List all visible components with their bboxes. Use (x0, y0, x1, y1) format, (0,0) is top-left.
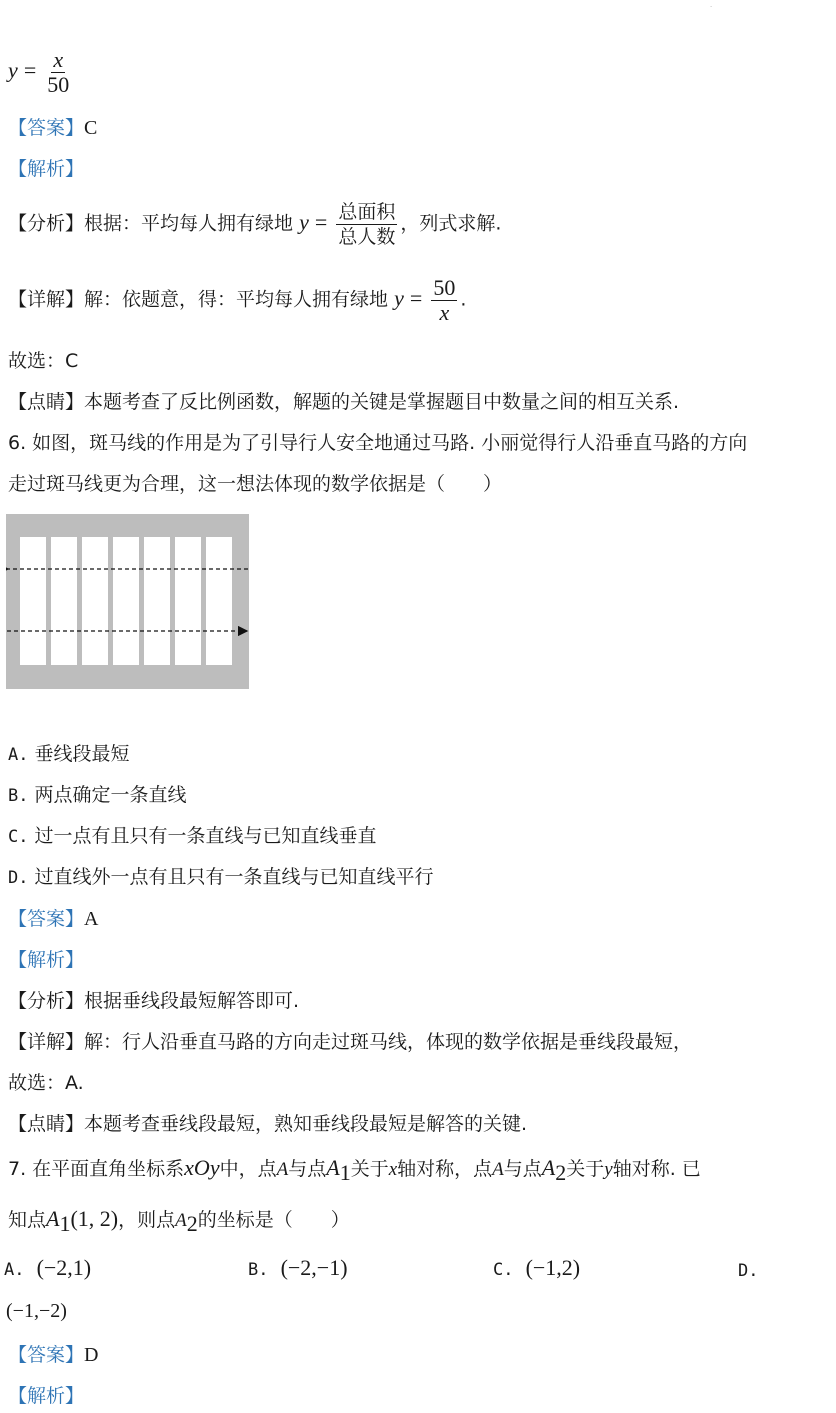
option-text: 过一点有且只有一条直线与已知直线垂直 (34, 825, 377, 847)
q5-guxuan: 故选：C (8, 350, 79, 372)
q5-answer (8, 116, 97, 140)
q6-dianjing (8, 1112, 527, 1136)
q6-option-c (8, 824, 377, 849)
answer-tag: 【答案】 (8, 117, 85, 139)
y-axis-symbol: y (604, 1159, 613, 1180)
zebra-crossing-figure (6, 514, 249, 689)
q6-option-b (8, 783, 187, 808)
q7-text: 轴对称. 已 (612, 1158, 701, 1180)
option-label: A. (4, 1260, 25, 1280)
subscript-2: 2 (186, 1210, 198, 1236)
option-text: (−2,1) (36, 1255, 92, 1280)
formula-fraction (45, 48, 71, 97)
q6-fenxi (8, 989, 299, 1013)
xiangjie-fraction (431, 276, 457, 325)
xiangjie-tag: 【详解】 (8, 1031, 85, 1053)
option-text: (−1,2) (525, 1255, 581, 1280)
q7-answer (8, 1343, 98, 1367)
xiangjie-numerator: 50 (433, 275, 456, 300)
q7-text: 关于 (350, 1158, 389, 1180)
answer-tag: 【答案】 (8, 1344, 85, 1366)
q6-guxuan: 故选：A. (8, 1072, 84, 1094)
subscript-1: 1 (59, 1210, 71, 1236)
answer-value: C (84, 117, 98, 139)
xiangjie-text: 解：依题意，得：平均每人拥有绿地 (84, 288, 389, 311)
zebra-stripes (20, 537, 232, 665)
dianjing-text: 本题考查了反比例函数，解题的关键是掌握题目中数量之间的相互关系. (84, 391, 680, 413)
q5-analysis (8, 157, 84, 181)
xiangjie-tag: 【详解】 (8, 288, 85, 311)
fenxi-tag: 【分析】 (8, 212, 85, 235)
formula-eq: = (23, 57, 37, 83)
option-text: (−1,−2) (6, 1300, 67, 1322)
x-axis-symbol: x (388, 1159, 398, 1180)
point-a1: A (46, 1206, 60, 1231)
fenxi-fraction (336, 200, 397, 249)
q7-text: 轴对称，点 (397, 1158, 493, 1180)
fenxi-numerator: 总面积 (338, 201, 396, 223)
q5-fenxi: 【分析】根据：平均每人拥有绿地 y = $\frac{\text{总面积}}{\text{总人数}}$ ，列式求解. (8, 201, 502, 248)
option-label: C. (8, 827, 29, 847)
option-label: B. (8, 786, 29, 806)
fenxi-text: 根据：平均每人拥有绿地 (84, 212, 294, 235)
q7-option-d-label (738, 1258, 758, 1283)
q7-text: 7. 在平面直角坐标系 (8, 1158, 185, 1180)
analysis-tag: 【解析】 (8, 1385, 85, 1407)
analysis-tag: 【解析】 (8, 158, 85, 180)
q7-stem-line1 (8, 1156, 701, 1185)
subscript-2: 2 (555, 1159, 567, 1185)
q7-text: 的坐标是（ ） (197, 1209, 350, 1231)
xiangjie-post: . (460, 288, 467, 311)
fenxi-post: ，列式求解. (400, 212, 502, 235)
q6-stem-line1: 6. 如图，斑马线的作用是为了引导行人安全地通过马路. 小丽觉得行人沿垂直马路的方向 (8, 432, 748, 454)
q6-xiangjie (8, 1030, 692, 1054)
fenxi-y: y (299, 209, 309, 235)
option-label: B. (248, 1260, 269, 1280)
option-label: A. (8, 745, 29, 765)
q7-text: 中，点 (219, 1158, 277, 1180)
analysis-tag: 【解析】 (8, 949, 85, 971)
dianjing-tag: 【点睛】 (8, 391, 85, 413)
q5-xiangjie: 【详解】解：依题意，得：平均每人拥有绿地 y = $\frac{50}{x}$ . (8, 275, 467, 325)
xoy-symbol: xOy (184, 1155, 220, 1180)
q7-text: 与点 (288, 1158, 327, 1180)
xiangjie-denominator: x (439, 300, 450, 325)
option-label: D. (738, 1261, 759, 1281)
point-a2: A (541, 1155, 556, 1180)
formula-lhs: y (8, 57, 18, 83)
fenxi-denominator: 总人数 (338, 226, 396, 248)
point-a: A (276, 1159, 289, 1180)
option-text: 过直线外一点有且只有一条直线与已知直线平行 (34, 866, 434, 888)
dianjing-text: 本题考查垂线段最短，熟知垂线段最短是解答的关键. (84, 1113, 528, 1135)
q7-text: 关于 (566, 1158, 605, 1180)
a1-coordinate: (1, 2) (70, 1206, 119, 1231)
fraction-numerator: x (53, 47, 64, 72)
point-a2: A (175, 1210, 187, 1231)
q7-text: ，则点 (118, 1209, 176, 1231)
answer-value: D (84, 1344, 99, 1366)
q7-option-d (6, 1299, 67, 1323)
option-text: 两点确定一条直线 (34, 784, 187, 806)
q6-option-a (8, 742, 130, 767)
q7-analysis (8, 1384, 84, 1408)
xiangjie-y: y (394, 285, 404, 311)
fenxi-text: 根据垂线段最短解答即可. (84, 990, 300, 1012)
q6-stem-line2: 走过斑马线更为合理，这一想法体现的数学依据是（ ） (8, 473, 503, 495)
q7-stem-line2 (8, 1207, 350, 1236)
top-formula (8, 48, 74, 97)
q5-dianjing (8, 390, 679, 414)
option-text: 垂线段最短 (34, 743, 130, 765)
fenxi-tag: 【分析】 (8, 990, 85, 1012)
answer-tag: 【答案】 (8, 908, 85, 930)
point-a: A (492, 1159, 504, 1180)
q6-option-d (8, 865, 434, 890)
subscript-1: 1 (339, 1159, 351, 1185)
point-a1: A (326, 1155, 340, 1180)
q6-answer (8, 907, 98, 931)
q7-text: 知点 (8, 1209, 47, 1231)
dianjing-tag: 【点睛】 (8, 1113, 85, 1135)
q6-analysis (8, 948, 84, 972)
answer-value: A (84, 908, 99, 930)
option-label: C. (493, 1260, 514, 1280)
fraction-denominator: 50 (47, 72, 70, 97)
q7-option-c (493, 1256, 580, 1282)
option-text: (−2,−1) (280, 1255, 348, 1280)
xiangjie-text: 解：行人沿垂直马路的方向走过斑马线，体现的数学依据是垂线段最短， (84, 1031, 693, 1053)
corner-dot: · (710, 4, 712, 11)
q7-option-a (4, 1256, 91, 1282)
option-label: D. (8, 868, 29, 888)
q7-option-b (248, 1256, 348, 1282)
q7-text: 与点 (503, 1158, 542, 1180)
